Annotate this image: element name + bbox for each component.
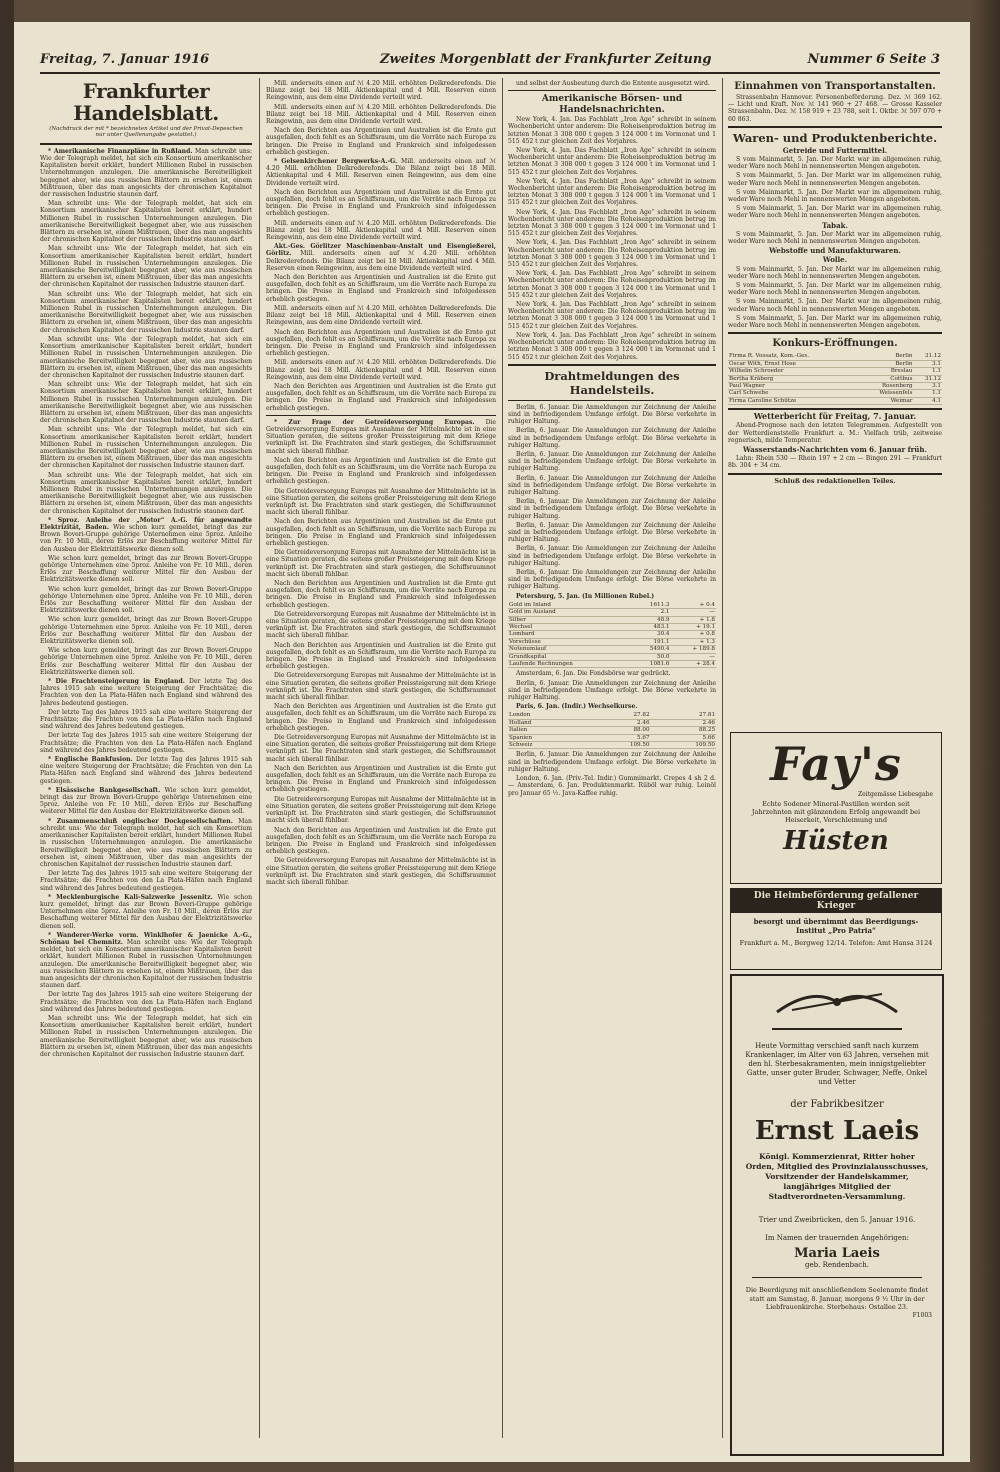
table-title: Paris, 6. Jan. (Indir.) Wechselkurse. bbox=[516, 703, 638, 711]
table-cell: Lombard bbox=[508, 631, 630, 638]
article-text: S vom Mainmarkt, 5. Jan. Der Markt war im allgemeinen ruhig, weder Ware noch Mehl in nennenswerten Mengen angeboten. bbox=[728, 265, 942, 280]
table-cell: 109.50 bbox=[651, 742, 716, 749]
article-text: Berlin, 6. Januar. Die Anmeldungen zur Zeichnung der Anleihe sind in befriedigendem Umfange erfolgt. Die Börse verkehrte in ruhiger Haltung. bbox=[508, 751, 716, 773]
article-text: Nach den Berichten aus Argentinien und Australien ist die Ernte gut ausgefallen, doch fehlt es an Schiffsraum, um die Vorräte nach Europa zu bringen. Die Preise in England und Frankreich sind infolgedessen erheblich gestiegen. bbox=[266, 127, 496, 156]
table-cell: Italien bbox=[508, 727, 585, 734]
table-row bbox=[728, 360, 942, 367]
article-text: Man schreibt uns: Wie der Telegraph meldet, hat sich ein Konsortium amerikanischer Kapitalisten bereit erklärt, hundert Millionen Rubel in russischen Unternehmungen anzulegen. Die amerikanische Bereitwilligkeit begegnet aber, wie aus russischen Blättern zu ersehen ist, einem Mißtrauen, über das man angesichts der chronischen Kapitalnot der russischen Industrie staunen darf. bbox=[40, 817, 252, 868]
table-title: Petersburg, 5. Jan. (In Millionen Rubel.) bbox=[516, 592, 655, 600]
article-text: Berlin, 6. Januar. Die Anmeldungen zur Zeichnung der Anleihe sind in befriedigendem Umfange erfolgt. Die Börse verkehrte in ruhiger Haltung. bbox=[508, 403, 716, 426]
article-text: Man schreibt uns: Wie der Telegraph meldet, hat sich ein Konsortium amerikanischer Kapitalisten bereit erklärt, hundert Millionen Rubel in russischen Unternehmungen anzulegen. Die amerikanische Bereitwilligkeit begegnet aber, wie aus russischen Blättern zu ersehen ist, einem Mißtrauen, über das man angesichts der chronischen Kapitalnot der russischen Industrie staunen darf. bbox=[40, 381, 252, 425]
article-text: Nach den Berichten aus Argentinien und Australien ist die Ernte gut ausgefallen, doch fehlt es an Schiffsraum, um die Vorräte nach Europa zu bringen. Die Preise in England und Frankreich sind infolgedessen erheblich gestiegen. bbox=[266, 382, 496, 412]
table-cell: 2.46 bbox=[585, 719, 650, 726]
konkurs-table bbox=[728, 353, 942, 405]
article-text: Nach den Berichten aus Argentinien und Australien ist die Ernte gut ausgefallen, doch fehlt es an Schiffsraum, um die Vorräte nach Europa zu bringen. Die Preise in England und Frankreich sind infolgedessen erheblich gestiegen. bbox=[266, 456, 496, 486]
article-text: Mill. anderseits einen auf ℳ 4.20 Mill. erhöhten Delkrederefonds. Die Bilanz zeigt bei 18 Mill. Aktienkapital und 4 Mill. Reserven einen Reingewinn, aus dem eine Dividende verteilt wird. bbox=[266, 304, 496, 327]
article-heading: * Zusammenschluß englischer Dockgesellschaften. bbox=[48, 817, 233, 825]
table-cell: + 0.4 bbox=[671, 602, 717, 609]
article-heading: * Englische Bankfusion. bbox=[48, 756, 133, 764]
death-funeral: Die Beerdigung mit anschließendem Seelenamte findet statt am Samstag, 8. Januar, morgens 9 ½ Uhr in der Liebfrauenkirche. Sterbehaus: Ostallee 23. bbox=[745, 1286, 929, 1311]
fays-tagline: Zeitgemässe Liebesgabe bbox=[857, 791, 933, 798]
divider bbox=[728, 473, 942, 475]
divider bbox=[752, 1277, 922, 1278]
table-cell: Silber bbox=[508, 616, 630, 623]
article-text: Berlin, 6. Januar. Die Anmeldungen zur Zeichnung der Anleihe sind in befriedigendem Umfange erfolgt. Die Börse verkehrte in ruhiger Haltung. bbox=[508, 545, 716, 567]
table-cell: 2.1 bbox=[630, 609, 670, 616]
fays-ad bbox=[730, 732, 942, 884]
article-heading: * Zur Frage der Getreideversorgung Europas. bbox=[274, 418, 475, 426]
table-row bbox=[508, 602, 716, 609]
article-text: Der letzte Tag des Jahres 1915 sah eine weitere Steigerung der Frachtsätze; die Frachten von den La Plata-Häfen nach England sind während des Jahres bedeutend gestiegen. bbox=[40, 678, 252, 707]
article-text: New York, 4. Jan. Das Fachblatt „Iron Age“ schreibt in seinem Wochenbericht unter anderem: Die Roheisenproduktion betrug im letzten Monat 3 308 000 t gegen 3 124 000 t im Vormonat und 1 515 452 t zur gleichen Zeit des Vorjahres. bbox=[508, 177, 716, 207]
table-cell: — bbox=[671, 653, 717, 660]
article-text: Der letzte Tag des Jahres 1915 sah eine weitere Steigerung der Frachtsätze; die Frachten von den La Plata-Häfen nach England sind während des Jahres bedeutend gestiegen. bbox=[40, 991, 252, 1013]
article-text: Man schreibt uns: Wie der Telegraph meldet, hat sich ein Konsortium amerikanischer Kapitalisten bereit erklärt, hundert Millionen Rubel in russischen Unternehmungen anzulegen. Die amerikanische Bereitwilligkeit begegnet aber, wie aus russischen Blättern zu ersehen ist, einem Mißtrauen, über das man angesichts der chronischen Kapitalnot der russischen Industrie staunen darf. bbox=[40, 335, 252, 379]
article-text: Wie schon kurz gemeldet, bringt das zur Brown Boveri-Gruppe gehörige Unternehmen eine 5proz. Anleihe von Fr. 10 Mill., deren Erlös zur Beschaffung weiterer Mittel für den Ausbau der Elektrizitätswerke dienen soll. bbox=[40, 616, 252, 646]
article-text: New York, 4. Jan. Das Fachblatt „Iron Age“ schreibt in seinem Wochenbericht unter anderem: Die Roheisenproduktion betrug im letzten Monat 3 308 000 t gegen 3 124 000 t im Vormonat und 1 515 452 t zur gleichen Zeit des Vorjahres. bbox=[508, 270, 716, 299]
subheading: Wolle. bbox=[822, 255, 848, 265]
bank-statement-table bbox=[508, 602, 716, 669]
article-text: Die Getreideversorgung Europas mit Ausnahme der Mittelmächte ist in eine Situation geraten, die seitens großer Preissteigerung mit dem Kriege verknüpft ist. Die Frachtraten sind stark gestiegen, die Schiffsraumnot macht sich überall fühlbar. bbox=[266, 857, 496, 886]
heim-text: besorgt und übernimmt das Beerdigungs-Institut „Pro Patria“ bbox=[753, 917, 919, 935]
table-cell: Firma Caroline Schütze bbox=[728, 397, 858, 404]
table-cell: 1.1 bbox=[913, 390, 942, 397]
divider bbox=[728, 332, 942, 334]
article-text: Die Getreideversorgung Europas mit Ausnahme der Mittelmächte ist in eine Situation geraten, die seitens großer Preissteigerung mit dem Kriege verknüpft ist. Die Frachtraten sind stark gestiegen, die Schiffsraumnot macht sich überall fühlbar. bbox=[266, 672, 496, 702]
article-text: Mill. anderseits einen auf ℳ 4.20 Mill. erhöhten Delkrederefonds. Die Bilanz zeigt bei 18 Mill. Aktienkapital und 4 Mill. Reserven einen Reingewinn, aus dem eine Dividende verteilt wird. bbox=[266, 103, 496, 126]
table-row bbox=[508, 646, 716, 653]
subheading: Getreide und Futtermittel. bbox=[782, 145, 888, 155]
divider bbox=[508, 400, 716, 401]
table-cell: 109.50 bbox=[585, 742, 650, 749]
article-text: Mill. anderseits einen auf ℳ 4.20 Mill. erhöhten Delkrederefonds. Die Bilanz zeigt bei 18 Mill. Aktienkapital und 4 Mill. Reserven einen Reingewinn, aus dem eine Dividende verteilt wird. bbox=[266, 80, 496, 102]
column-4 bbox=[728, 80, 942, 730]
column-rule bbox=[502, 78, 503, 1438]
table-cell: Breslau bbox=[858, 368, 914, 375]
table-cell: 1611.3 bbox=[630, 602, 670, 609]
table-row bbox=[508, 624, 716, 631]
table-row bbox=[508, 734, 716, 741]
table-cell: 5.66 bbox=[651, 734, 716, 741]
adjacent-page-edge bbox=[0, 0, 14, 1472]
table-cell: Bertha Kräberg bbox=[728, 375, 858, 382]
article-heading: * Mecklenburgische Kali-Salzwerke Jessenitz. bbox=[48, 893, 213, 901]
article-text: S vom Mainmarkt, 5. Jan. Der Markt war im allgemeinen ruhig, weder Ware noch Mehl in nennenswerten Mengen angeboten. bbox=[728, 298, 942, 313]
weather-heading: Wetterbericht für Freitag, 7. Januar. bbox=[753, 411, 917, 422]
water-heading: Wasserstands-Nachrichten vom 6. Januar früh. bbox=[743, 444, 927, 454]
article-text: Berlin, 6. Januar. Die Anmeldungen zur Zeichnung der Anleihe sind in befriedigendem Umfange erfolgt. Die Börse verkehrte in ruhiger Haltung. bbox=[508, 568, 716, 591]
article-text: S vom Mainmarkt, 5. Jan. Der Markt war im allgemeinen ruhig, weder Ware noch Mehl in nennenswerten Mengen angeboten. bbox=[728, 172, 942, 187]
table-cell: + 19.1 bbox=[671, 624, 717, 631]
article-text: Strassenbahn Hannover. Personenbeförderung. Dez. ℳ 369 162. — Licht und Kraft. Nov. ℳ 141 960 + 27 468. — Grosse Kasseler Strassenbahn. Dez. ℳ 158 919 + 23 788, seit 1. Oktbr. ℳ 597 070 + 60 863. bbox=[728, 94, 942, 123]
article-text: Man schreibt uns: Wie der Telegraph meldet, hat sich ein Konsortium amerikanischer Kapitalisten bereit erklärt, hundert Millionen Rubel in russischen Unternehmungen anzulegen. Die amerikanische Bereitwilligkeit begegnet aber, wie aus russischen Blättern zu ersehen ist, einem Mißtrauen, über das man angesichts der chronischen Kapitalnot der russischen Industrie staunen darf. bbox=[40, 471, 252, 515]
table-cell: 88.25 bbox=[651, 727, 716, 734]
table-cell: + 0.8 bbox=[671, 631, 717, 638]
table-row bbox=[728, 390, 942, 397]
divider bbox=[728, 408, 942, 410]
article-text: Man schreibt uns: Wie der Telegraph meldet, hat sich ein Konsortium amerikanischer Kapitalisten bereit erklärt, hundert Millionen Rubel in russischen Unternehmungen anzulegen. Die amerikanische Bereitwilligkeit begegnet aber, wie aus russischen Blättern zu ersehen ist, einem Mißtrauen, über das man angesichts der chronischen Kapitalnot der russischen Industrie staunen darf. bbox=[40, 147, 252, 199]
article-text: Die Getreideversorgung Europas mit Ausnahme der Mittelmächte ist in eine Situation geraten, die seitens großer Preissteigerung mit dem Kriege verknüpft ist. Die Frachtraten sind stark gestiegen, die Schiffsraumnot macht sich überall fühlbar. bbox=[266, 734, 496, 763]
article-text: Wie schon kurz gemeldet, bringt das zur Brown Boveri-Gruppe gehörige Unternehmen eine 5proz. Anleihe von Fr. 10 Mill., deren Erlös zur Beschaffung weiterer Mittel für den Ausbau der Elektrizitätswerke dienen soll. bbox=[40, 786, 252, 816]
article-text: S vom Mainmarkt, 5. Jan. Der Markt war im allgemeinen ruhig, weder Ware noch Mehl in nennenswerten Mengen angeboten. bbox=[728, 282, 942, 297]
article-text: und selbst der Ausbeutung durch die Entente ausgesetzt wird. bbox=[516, 80, 710, 87]
table-row bbox=[508, 653, 716, 660]
article-text: Der letzte Tag des Jahres 1915 sah eine weitere Steigerung der Frachtsätze; die Frachten von den La Plata-Häfen nach England sind während des Jahres bedeutend gestiegen. bbox=[40, 756, 252, 785]
header-date: Freitag, 7. Januar 1916 bbox=[40, 52, 210, 67]
article-text: Der letzte Tag des Jahres 1915 sah eine weitere Steigerung der Frachtsätze; die Frachten von den La Plata-Häfen nach England sind während des Jahres bedeutend gestiegen. bbox=[40, 870, 252, 892]
newspaper-page bbox=[14, 22, 970, 1462]
heim-heading: Die Heimbeförderung gefallener Krieger bbox=[731, 889, 941, 913]
article-text: Mill. anderseits einen auf ℳ 4.20 Mill. erhöhten Delkrederefonds. Die Bilanz zeigt bei 18 Mill. Aktienkapital und 4 Mill. Reserven einen Reingewinn, aus dem eine Dividende verteilt wird. bbox=[266, 250, 496, 272]
table-cell: Rosenberg bbox=[858, 382, 914, 389]
table-cell: 31.12 bbox=[913, 353, 942, 360]
death-titles: Königl. Kommerzienrat, Ritter hoher Orden, Mitglied des Provinzialausschusses, Vorsitzender der Handelskammer, langjähriges Mitglied der Stadtverordneten-Versammlung. bbox=[745, 1152, 929, 1201]
table-cell: 31.12 bbox=[913, 375, 942, 382]
table-cell: 2.46 bbox=[651, 719, 716, 726]
table-cell: London bbox=[508, 712, 585, 719]
article-heading: * Gelsenkirchener Bergwerks-A.-G. bbox=[274, 158, 398, 166]
table-cell: Firma R. Vossatz, Kom.-Ges. bbox=[728, 353, 858, 360]
article-text: Berlin, 6. Januar. Die Anmeldungen zur Zeichnung der Anleihe sind in befriedigendem Umfange erfolgt. Die Börse verkehrte in ruhiger Haltung. bbox=[508, 498, 716, 520]
divider bbox=[266, 415, 496, 416]
death-name: Ernst Laeis bbox=[754, 1116, 920, 1146]
article-heading: Akt.-Ges. Görlitzer Maschinenbau-Anstalt und Eisengießerei, Görlitz. bbox=[266, 243, 496, 258]
article-heading: * Amerikanische Finanzpläne in Rußland. bbox=[48, 147, 193, 155]
article-text: Nach den Berichten aus Argentinien und Australien ist die Ernte gut ausgefallen, doch fehlt es an Schiffsraum, um die Vorräte nach Europa zu bringen. Die Preise in England und Frankreich sind infolgedessen erheblich gestiegen. bbox=[266, 703, 496, 732]
section-heading: Drahtmeldungen des Handelsteils. bbox=[544, 368, 680, 397]
heimbefoerderung-ad bbox=[730, 888, 942, 970]
article-text: Nach den Berichten aus Argentinien und Australien ist die Ernte gut ausgefallen, doch fehlt es an Schiffsraum, um die Vorräte nach Europa zu bringen. Die Preise in England und Frankreich sind infolgedessen erheblich gestiegen. bbox=[266, 274, 496, 303]
table-cell: + 1.3 bbox=[671, 638, 717, 645]
article-text: Mill. anderseits einen auf ℳ 4.20 Mill. erhöhten Delkrederefonds. Die Bilanz zeigt bei 18 Mill. Aktienkapital und 4 Mill. Reserven einen Reingewinn, aus dem eine Dividende verteilt wird. bbox=[266, 219, 496, 242]
table-cell: Oscar With, Ernst Hose bbox=[728, 360, 858, 367]
article-text: Mill. anderseits einen auf ℳ 4.20 Mill. erhöhten Delkrederefonds. Die Bilanz zeigt bei 18 Mill. Aktienkapital und 4 Mill. Reserven einen Reingewinn, aus dem eine Dividende verteilt wird. bbox=[266, 158, 496, 187]
exchange-rate-table bbox=[508, 712, 716, 749]
column-2 bbox=[266, 80, 496, 1450]
table-cell: 483.1 bbox=[630, 624, 670, 631]
article-text: S vom Mainmarkt, 5. Jan. Der Markt war im allgemeinen ruhig, weder Ware noch Mehl in nennenswerten Mengen angeboten. bbox=[728, 314, 942, 330]
table-cell: 191.1 bbox=[630, 638, 670, 645]
death-intro: Heute Vormittag verschied sanft nach kurzem Krankenlager, im Alter von 63 Jahren, versehen mit den hl. Sterbesakramenten, mein innigstgeliebter Gatte, unser guter Bruder, Schwager, Neffe, Onkel und Vetter bbox=[745, 1042, 929, 1086]
table-cell: Paul Wagner bbox=[728, 382, 858, 389]
article-text: Berlin, 6. Januar. Die Anmeldungen zur Zeichnung der Anleihe sind in befriedigendem Umfange erfolgt. Die Börse verkehrte in ruhiger Haltung. bbox=[508, 427, 716, 449]
article-heading: * Wanderer-Werke vorm. Winklhofer & Jaenicke A.-G., Schönau bei Chemnitz. bbox=[40, 931, 252, 946]
divider bbox=[728, 126, 942, 128]
death-widow: Maria Laeis bbox=[794, 1246, 880, 1261]
section-heading: Einnahmen von Transportanstalten. bbox=[734, 81, 936, 92]
article-text: Man schreibt uns: Wie der Telegraph meldet, hat sich ein Konsortium amerikanischer Kapitalisten bereit erklärt, hundert Millionen Rubel in russischen Unternehmungen anzulegen. Die amerikanische Bereitwilligkeit begegnet aber, wie aus russischen Blättern zu ersehen ist, einem Mißtrauen, über das man angesichts der chronischen Kapitalnot der russischen Industrie staunen darf. bbox=[40, 200, 252, 244]
table-cell: 5.67 bbox=[585, 734, 650, 741]
table-cell: 27.82 bbox=[585, 712, 650, 719]
death-place: Trier und Zweibrücken, den 5. Januar 1916. bbox=[758, 1216, 916, 1224]
table-cell: 88.00 bbox=[585, 727, 650, 734]
table-cell: Weimar bbox=[858, 397, 914, 404]
table-row bbox=[728, 368, 942, 375]
article-text: New York, 4. Jan. Das Fachblatt „Iron Age“ schreibt in seinem Wochenbericht unter anderem: Die Roheisenproduktion betrug im letzten Monat 3 308 000 t gegen 3 124 000 t im Vormonat und 1 515 452 t zur gleichen Zeit des Vorjahres. bbox=[508, 239, 716, 269]
death-nee: geb. Rendenbach. bbox=[805, 1261, 869, 1269]
table-row bbox=[508, 609, 716, 616]
end-editorial: Schluß des redaktionellen Teiles. bbox=[774, 476, 896, 485]
table-cell: Berlin bbox=[858, 353, 914, 360]
divider bbox=[40, 143, 252, 145]
article-text: Man schreibt uns: Wie der Telegraph meldet, hat sich ein Konsortium amerikanischer Kapitalisten bereit erklärt, hundert Millionen Rubel in russischen Unternehmungen anzulegen. Die amerikanische Bereitwilligkeit begegnet aber, wie aus russischen Blättern zu ersehen ist, einem Mißtrauen, über das man angesichts der chronischen Kapitalnot der russischen Industrie staunen darf. bbox=[40, 1014, 252, 1058]
article-text: Amsterdam, 6. Jan. Die Fondsbörse war gedrückt. bbox=[516, 670, 671, 678]
section-heading: Waren- und Produktenberichte. bbox=[732, 130, 938, 145]
table-cell: 1081.6 bbox=[630, 661, 670, 668]
article-text: Berlin, 6. Januar. Die Anmeldungen zur Zeichnung der Anleihe sind in befriedigendem Umfange erfolgt. Die Börse verkehrte in ruhiger Haltung. bbox=[508, 450, 716, 473]
article-text: Wie schon kurz gemeldet, bringt das zur Brown Boveri-Gruppe gehörige Unternehmen eine 5proz. Anleihe von Fr. 10 Mill., deren Erlös zur Beschaffung weiterer Mittel für den Ausbau der Elektrizitätswerke dienen soll. bbox=[40, 554, 252, 584]
table-cell: Vorschüsse bbox=[508, 638, 630, 645]
table-cell: Carl Schwebe bbox=[728, 390, 858, 397]
article-text: Man schreibt uns: Wie der Telegraph meldet, hat sich ein Konsortium amerikanischer Kapitalisten bereit erklärt, hundert Millionen Rubel in russischen Unternehmungen anzulegen. Die amerikanische Bereitwilligkeit begegnet aber, wie aus russischen Blättern zu ersehen ist, einem Mißtrauen, über das man angesichts der chronischen Kapitalnot der russischen Industrie staunen darf. bbox=[40, 426, 252, 470]
table-cell: 3.1 bbox=[913, 382, 942, 389]
header-paper-title: Zweites Morgenblatt der Frankfurter Zeitung bbox=[380, 52, 712, 67]
column-rule bbox=[259, 78, 260, 1438]
table-row bbox=[728, 382, 942, 389]
handelsblatt-title: Frankfurter Handelsblatt. bbox=[73, 80, 219, 125]
table-cell: 30.4 bbox=[630, 631, 670, 638]
article-text: Die Getreideversorgung Europas mit Ausnahme der Mittelmächte ist in eine Situation geraten, die seitens großer Preissteigerung mit dem Kriege verknüpft ist. Die Frachtraten sind stark gestiegen, die Schiffsraumnot macht sich überall fühlbar. bbox=[266, 610, 496, 640]
table-cell: + 189.8 bbox=[671, 646, 717, 653]
article-text: Der letzte Tag des Jahres 1915 sah eine weitere Steigerung der Frachtsätze; die Frachten von den La Plata-Häfen nach England sind während des Jahres bedeutend gestiegen. bbox=[40, 708, 252, 731]
weather-text: Abend-Prognose nach den letzten Telegrammen. Aufgestellt von der Wetterdienststelle Frankfurt a. M.: Vielfach trüb, zeitweise regnerisch, milde Temperatur. bbox=[728, 422, 942, 444]
section-heading: Konkurs-Eröffnungen. bbox=[772, 338, 898, 350]
handelsblatt-subtitle: (Nachdruck der mit * bezeichneten Artikel und der Privat-Depeschen nur unter Quellenangabe gestattet.) bbox=[49, 126, 243, 139]
fays-husten: Hüsten bbox=[783, 826, 889, 856]
death-code: F1003 bbox=[912, 1311, 932, 1319]
death-role: der Fabrikbesitzer bbox=[790, 1099, 884, 1110]
table-cell: 48.9 bbox=[630, 616, 670, 623]
table-cell: + 1.8 bbox=[671, 616, 717, 623]
article-text: Mill. anderseits einen auf ℳ 4.20 Mill. erhöhten Delkrederefonds. Die Bilanz zeigt bei 18 Mill. Aktienkapital und 4 Mill. Reserven einen Reingewinn, aus dem eine Dividende verteilt wird. bbox=[266, 359, 496, 381]
article-text: Nach den Berichten aus Argentinien und Australien ist die Ernte gut ausgefallen, doch fehlt es an Schiffsraum, um die Vorräte nach Europa zu bringen. Die Preise in England und Frankreich sind infolgedessen erheblich gestiegen. bbox=[266, 518, 496, 547]
table-cell: 1.1 bbox=[913, 368, 942, 375]
article-text: Wie schon kurz gemeldet, bringt das zur Brown Boveri-Gruppe gehörige Unternehmen eine 5proz. Anleihe von Fr. 10 Mill., deren Erlös zur Beschaffung weiterer Mittel für den Ausbau der Elektrizitätswerke dienen soll. bbox=[40, 647, 252, 676]
table-row bbox=[508, 616, 716, 623]
table-cell: 5490.4 bbox=[630, 646, 670, 653]
article-text: Wie schon kurz gemeldet, bringt das zur Brown Boveri-Gruppe gehörige Unternehmen eine 5proz. Anleihe von Fr. 10 Mill., deren Erlös zur Beschaffung weiterer Mittel für den Ausbau der Elektrizitätswerke dienen soll. bbox=[40, 893, 252, 930]
table-cell: 4.1 bbox=[913, 397, 942, 404]
article-text: S vom Mainmarkt, 5. Jan. Der Markt war im allgemeinen ruhig, weder Ware noch Mehl in nennenswerten Mengen angeboten. bbox=[728, 188, 942, 204]
heim-address: Frankfurt a. M., Bergweg 12/14. Telefon: Amt Hansa 3124 bbox=[739, 939, 933, 947]
article-text: Berlin, 6. Januar. Die Anmeldungen zur Zeichnung der Anleihe sind in befriedigendem Umfange erfolgt. Die Börse verkehrte in ruhiger Haltung. bbox=[508, 474, 716, 496]
article-heading: * Elsässische Bankgesellschaft. bbox=[48, 786, 161, 794]
article-text: New York, 4. Jan. Das Fachblatt „Iron Age“ schreibt in seinem Wochenbericht unter anderem: Die Roheisenproduktion betrug im letzten Monat 3 308 000 t gegen 3 124 000 t im Vormonat und 1 515 452 t zur gleichen Zeit des Vorjahres. bbox=[508, 208, 716, 238]
table-row bbox=[508, 742, 716, 749]
article-text: Wie schon kurz gemeldet, bringt das zur Brown Boveri-Gruppe gehörige Unternehmen eine 5proz. Anleihe von Fr. 10 Mill., deren Erlös zur Beschaffung weiterer Mittel für den Ausbau der Elektrizitätswerke dienen soll. bbox=[40, 523, 252, 553]
article-text: Man schreibt uns: Wie der Telegraph meldet, hat sich ein Konsortium amerikanischer Kapitalisten bereit erklärt, hundert Millionen Rubel in russischen Unternehmungen anzulegen. Die amerikanische Bereitwilligkeit begegnet aber, wie aus russischen Blättern zu ersehen ist, einem Mißtrauen, über das man angesichts der chronischen Kapitalnot der russischen Industrie staunen darf. bbox=[40, 245, 252, 289]
article-heading: * Sproz. Anleihe der „Motor“ A.-G. für angewandte Elektrizität, Baden. bbox=[40, 516, 252, 531]
article-text: Man schreibt uns: Wie der Telegraph meldet, hat sich ein Konsortium amerikanischer Kapitalisten bereit erklärt, hundert Millionen Rubel in russischen Unternehmungen anzulegen. Die amerikanische Bereitwilligkeit begegnet aber, wie aus russischen Blättern zu ersehen ist, einem Mißtrauen, über das man angesichts der chronischen Kapitalnot der russischen Industrie staunen darf. bbox=[40, 290, 252, 334]
subheading: Webstoffe und Manufakturwaren. bbox=[769, 246, 901, 256]
table-cell: Gold im Ausland bbox=[508, 609, 630, 616]
article-text: Nach den Berichten aus Argentinien und Australien ist die Ernte gut ausgefallen, doch fehlt es an Schiffsraum, um die Vorräte nach Europa zu bringen. Die Preise in England und Frankreich sind infolgedessen erheblich gestiegen. bbox=[266, 328, 496, 358]
column-3 bbox=[508, 80, 716, 1450]
table-cell: 27.81 bbox=[651, 712, 716, 719]
table-cell: Schweiz bbox=[508, 742, 585, 749]
table-row bbox=[508, 727, 716, 734]
table-row bbox=[728, 397, 942, 404]
section-heading: Amerikanische Börsen- und Handelsnachrichten. bbox=[541, 94, 683, 116]
article-text: S vom Mainmarkt, 5. Jan. Der Markt war im allgemeinen ruhig, weder Ware noch Mehl in nennenswerten Mengen angeboten. bbox=[728, 205, 942, 220]
article-text: Wie schon kurz gemeldet, bringt das zur Brown Boveri-Gruppe gehörige Unternehmen eine 5proz. Anleihe von Fr. 10 Mill., deren Erlös zur Beschaffung weiterer Mittel für den Ausbau der Elektrizitätswerke dienen soll. bbox=[40, 585, 252, 615]
water-text: Lahn: Rhein 530 — Rhein 197 + 2 cm — Bingen 291 — Frankfurt 8b. 304 + 34 cm. bbox=[728, 455, 942, 470]
article-text: Der letzte Tag des Jahres 1915 sah eine weitere Steigerung der Frachtsätze; die Frachten von den La Plata-Häfen nach England sind während des Jahres bedeutend gestiegen. bbox=[40, 732, 252, 754]
wreath-icon bbox=[772, 982, 902, 1022]
table-cell: Gold im Inland bbox=[508, 602, 630, 609]
article-text: Berlin, 6. Januar. Die Anmeldungen zur Zeichnung der Anleihe sind in befriedigendem Umfange erfolgt. Die Börse verkehrte in ruhiger Haltung. bbox=[508, 679, 716, 702]
article-text: New York, 4. Jan. Das Fachblatt „Iron Age“ schreibt in seinem Wochenbericht unter anderem: Die Roheisenproduktion betrug im letzten Monat 3 308 000 t gegen 3 124 000 t im Vormonat und 1 515 452 t zur gleichen Zeit des Vorjahres. bbox=[508, 147, 716, 176]
article-text: Nach den Berichten aus Argentinien und Australien ist die Ernte gut ausgefallen, doch fehlt es an Schiffsraum, um die Vorräte nach Europa zu bringen. Die Preise in England und Frankreich sind infolgedessen erheblich gestiegen. bbox=[266, 826, 496, 856]
divider bbox=[508, 90, 716, 91]
table-row bbox=[728, 375, 942, 382]
iron-cross-ornament bbox=[772, 982, 902, 1030]
table-cell: Grundkapital bbox=[508, 653, 630, 660]
page-edge-shadow bbox=[970, 0, 1000, 1472]
header-rule bbox=[40, 72, 940, 74]
subheading: Tabak. bbox=[822, 220, 848, 230]
table-row bbox=[508, 719, 716, 726]
table-cell: Laufende Rechnungen bbox=[508, 661, 630, 668]
table-cell: 50.0 bbox=[630, 653, 670, 660]
table-cell: — bbox=[671, 609, 717, 616]
table-cell: Spanien bbox=[508, 734, 585, 741]
article-text: Nach den Berichten aus Argentinien und Australien ist die Ernte gut ausgefallen, doch fehlt es an Schiffsraum, um die Vorräte nach Europa zu bringen. Die Preise in England und Frankreich sind infolgedessen erheblich gestiegen. bbox=[266, 764, 496, 794]
fays-brand: Fay's bbox=[770, 737, 902, 791]
column-1 bbox=[40, 80, 252, 1450]
table-cell: Cottbus bbox=[858, 375, 914, 382]
article-heading: * Die Frachtensteigerung in England. bbox=[48, 678, 185, 686]
article-text: New York, 4. Jan. Das Fachblatt „Iron Age“ schreibt in seinem Wochenbericht unter anderem: Die Roheisenproduktion betrug im letzten Monat 3 308 000 t gegen 3 124 000 t im Vormonat und 1 515 452 t zur gleichen Zeit des Vorjahres. bbox=[508, 301, 716, 330]
table-cell: Wechsel bbox=[508, 624, 630, 631]
table-row bbox=[508, 661, 716, 668]
table-cell: 3.1 bbox=[913, 360, 942, 367]
header-page-number: Nummer 6 Seite 3 bbox=[807, 52, 940, 67]
column-rule bbox=[722, 78, 723, 1438]
page-header bbox=[40, 52, 940, 70]
table-cell: Notenumlauf bbox=[508, 646, 630, 653]
table-cell: Berlin bbox=[858, 360, 914, 367]
fays-text: Echte Sodener Mineral-Pastillen werden seit Jahrzehnten mit glänzendem Erfolg angewandt bei Heiserkeit, Verschleimung und bbox=[751, 800, 921, 824]
article-text: Berlin, 6. Januar. Die Anmeldungen zur Zeichnung der Anleihe sind in befriedigendem Umfange erfolgt. Die Börse verkehrte in ruhiger Haltung. bbox=[508, 521, 716, 544]
table-row bbox=[728, 353, 942, 360]
table-cell: Wilhelm Schroeder bbox=[728, 368, 858, 375]
article-text: Die Getreideversorgung Europas mit Ausnahme der Mittelmächte ist in eine Situation geraten, die seitens großer Preissteigerung mit dem Kriege verknüpft ist. Die Frachtraten sind stark gestiegen, die Schiffsraumnot macht sich überall fühlbar. bbox=[266, 418, 496, 455]
article-text: Man schreibt uns: Wie der Telegraph meldet, hat sich ein Konsortium amerikanischer Kapitalisten bereit erklärt, hundert Millionen Rubel in russischen Unternehmungen anzulegen. Die amerikanische Bereitwilligkeit begegnet aber, wie aus russischen Blättern zu ersehen ist, einem Mißtrauen, über das man angesichts der chronischen Kapitalnot der russischen Industrie staunen darf. bbox=[40, 938, 252, 990]
article-text: S vom Mainmarkt, 5. Jan. Der Markt war im allgemeinen ruhig, weder Ware noch Mehl in nennenswerten Mengen angeboten. bbox=[728, 230, 942, 246]
table-cell: Holland bbox=[508, 719, 585, 726]
table-cell: + 28.4 bbox=[671, 661, 717, 668]
article-text: Die Getreideversorgung Europas mit Ausnahme der Mittelmächte ist in eine Situation geraten, die seitens großer Preissteigerung mit dem Kriege verknüpft ist. Die Frachtraten sind stark gestiegen, die Schiffsraumnot macht sich überall fühlbar. bbox=[266, 549, 496, 578]
death-mourners: Im Namen der trauernden Angehörigen: bbox=[765, 1234, 909, 1242]
article-text: S vom Mainmarkt, 5. Jan. Der Markt war im allgemeinen ruhig, weder Ware noch Mehl in nennenswerten Mengen angeboten. bbox=[728, 156, 942, 171]
article-text: Nach den Berichten aus Argentinien und Australien ist die Ernte gut ausgefallen, doch fehlt es an Schiffsraum, um die Vorräte nach Europa zu bringen. Die Preise in England und Frankreich sind infolgedessen erheblich gestiegen. bbox=[266, 580, 496, 609]
divider bbox=[508, 364, 716, 366]
article-text: Die Getreideversorgung Europas mit Ausnahme der Mittelmächte ist in eine Situation geraten, die seitens großer Preissteigerung mit dem Kriege verknüpft ist. Die Frachtraten sind stark gestiegen, die Schiffsraumnot macht sich überall fühlbar. bbox=[266, 487, 496, 517]
table-row bbox=[508, 638, 716, 645]
article-text: New York, 4. Jan. Das Fachblatt „Iron Age“ schreibt in seinem Wochenbericht unter anderem: Die Roheisenproduktion betrug im letzten Monat 3 308 000 t gegen 3 124 000 t im Vormonat und 1 515 452 t zur gleichen Zeit des Vorjahres. bbox=[508, 116, 716, 145]
death-notice bbox=[730, 974, 944, 1456]
table-row bbox=[508, 712, 716, 719]
article-text: Nach den Berichten aus Argentinien und Australien ist die Ernte gut ausgefallen, doch fehlt es an Schiffsraum, um die Vorräte nach Europa zu bringen. Die Preise in England und Frankreich sind infolgedessen erheblich gestiegen. bbox=[266, 188, 496, 218]
article-text: New York, 4. Jan. Das Fachblatt „Iron Age“ schreibt in seinem Wochenbericht unter anderem: Die Roheisenproduktion betrug im letzten Monat 3 308 000 t gegen 3 124 000 t im Vormonat und 1 515 452 t zur gleichen Zeit des Vorjahres. bbox=[508, 331, 716, 361]
table-row bbox=[508, 631, 716, 638]
article-text: Nach den Berichten aus Argentinien und Australien ist die Ernte gut ausgefallen, doch fehlt es an Schiffsraum, um die Vorräte nach Europa zu bringen. Die Preise in England und Frankreich sind infolgedessen erheblich gestiegen. bbox=[266, 641, 496, 671]
article-text: London, 6. Jan. (Priv.-Tel. Indir.) Gummimarkt. Crepes 4 sh 2 d. — Amsterdam, 6. Jan. Produktenmarkt. Rüböl war ruhig. Leinöl pro Januar 65 ½. Java-Kaffee ruhig. bbox=[508, 775, 716, 797]
article-text: Die Getreideversorgung Europas mit Ausnahme der Mittelmächte ist in eine Situation geraten, die seitens großer Preissteigerung mit dem Kriege verknüpft ist. Die Frachtraten sind stark gestiegen, die Schiffsraumnot macht sich überall fühlbar. bbox=[266, 795, 496, 825]
table-cell: Weissenfels bbox=[858, 390, 914, 397]
